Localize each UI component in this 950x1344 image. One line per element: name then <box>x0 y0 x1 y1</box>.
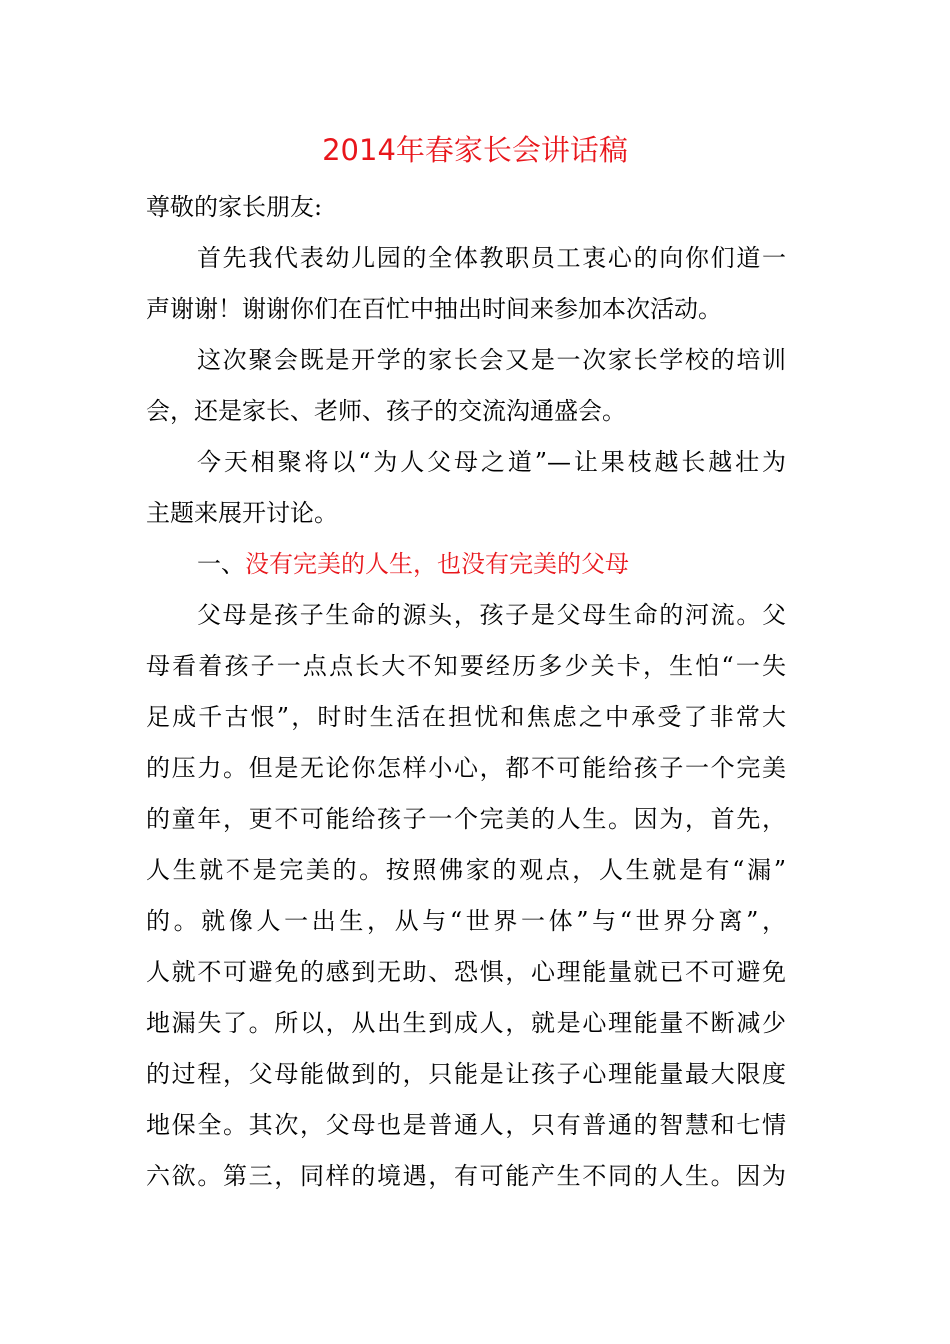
paragraph-line: 的童年，更不可能给孩子一个完美的人生。因为，首先， <box>146 805 786 833</box>
paragraph-line: 人就不可避免的感到无助、恐惧，心理能量就已不可避免 <box>146 958 786 986</box>
paragraph-line: 的压力。但是无论你怎样小心，都不可能给孩子一个完美 <box>146 754 786 782</box>
paragraph-line: 声谢谢！谢谢你们在百忙中抽出时间来参加本次活动。 <box>146 295 722 323</box>
paragraph-line: 会，还是家长、老师、孩子的交流沟通盛会。 <box>146 397 626 425</box>
paragraph-line: 六欲。第三，同样的境遇，有可能产生不同的人生。因为 <box>146 1162 786 1190</box>
paragraph-line: 今天相聚将以“为人父母之道”—让果枝越长越壮为 <box>197 448 786 476</box>
paragraph-line: 首先我代表幼儿园的全体教职员工衷心的向你们道一 <box>197 244 786 272</box>
paragraph-line: 地漏失了。所以，从出生到成人，就是心理能量不断减少 <box>146 1009 786 1037</box>
section-heading-text: 没有完美的人生，也没有完美的父母 <box>245 550 629 578</box>
paragraph-line: 地保全。其次，父母也是普通人，只有普通的智慧和七情 <box>146 1111 786 1139</box>
section-heading <box>146 539 786 590</box>
salutation: 尊敬的家长朋友: <box>146 193 323 221</box>
paragraph-line: 父母是孩子生命的源头，孩子是父母生命的河流。父 <box>197 601 786 629</box>
paragraph-line: 主题来展开讨论。 <box>146 499 338 527</box>
document-body <box>146 182 786 1202</box>
paragraph-line: 的。就像人一出生，从与“世界一体”与“世界分离”， <box>146 907 786 935</box>
document-title: 2014年春家长会讲话稿 <box>322 133 628 167</box>
paragraph-line: 足成千古恨”，时时生活在担忧和焦虑之中承受了非常大 <box>146 703 786 731</box>
section-number: 一、 <box>197 550 245 578</box>
paragraph-line: 的过程，父母能做到的，只能是让孩子心理能量最大限度 <box>146 1060 786 1088</box>
paragraph-line: 这次聚会既是开学的家长会又是一次家长学校的培训 <box>197 346 786 374</box>
paragraph-line: 母看着孩子一点点长大不知要经历多少关卡，生怕“一失 <box>146 652 786 680</box>
paragraph-line: 人生就不是完美的。按照佛家的观点，人生就是有“漏” <box>146 856 786 884</box>
